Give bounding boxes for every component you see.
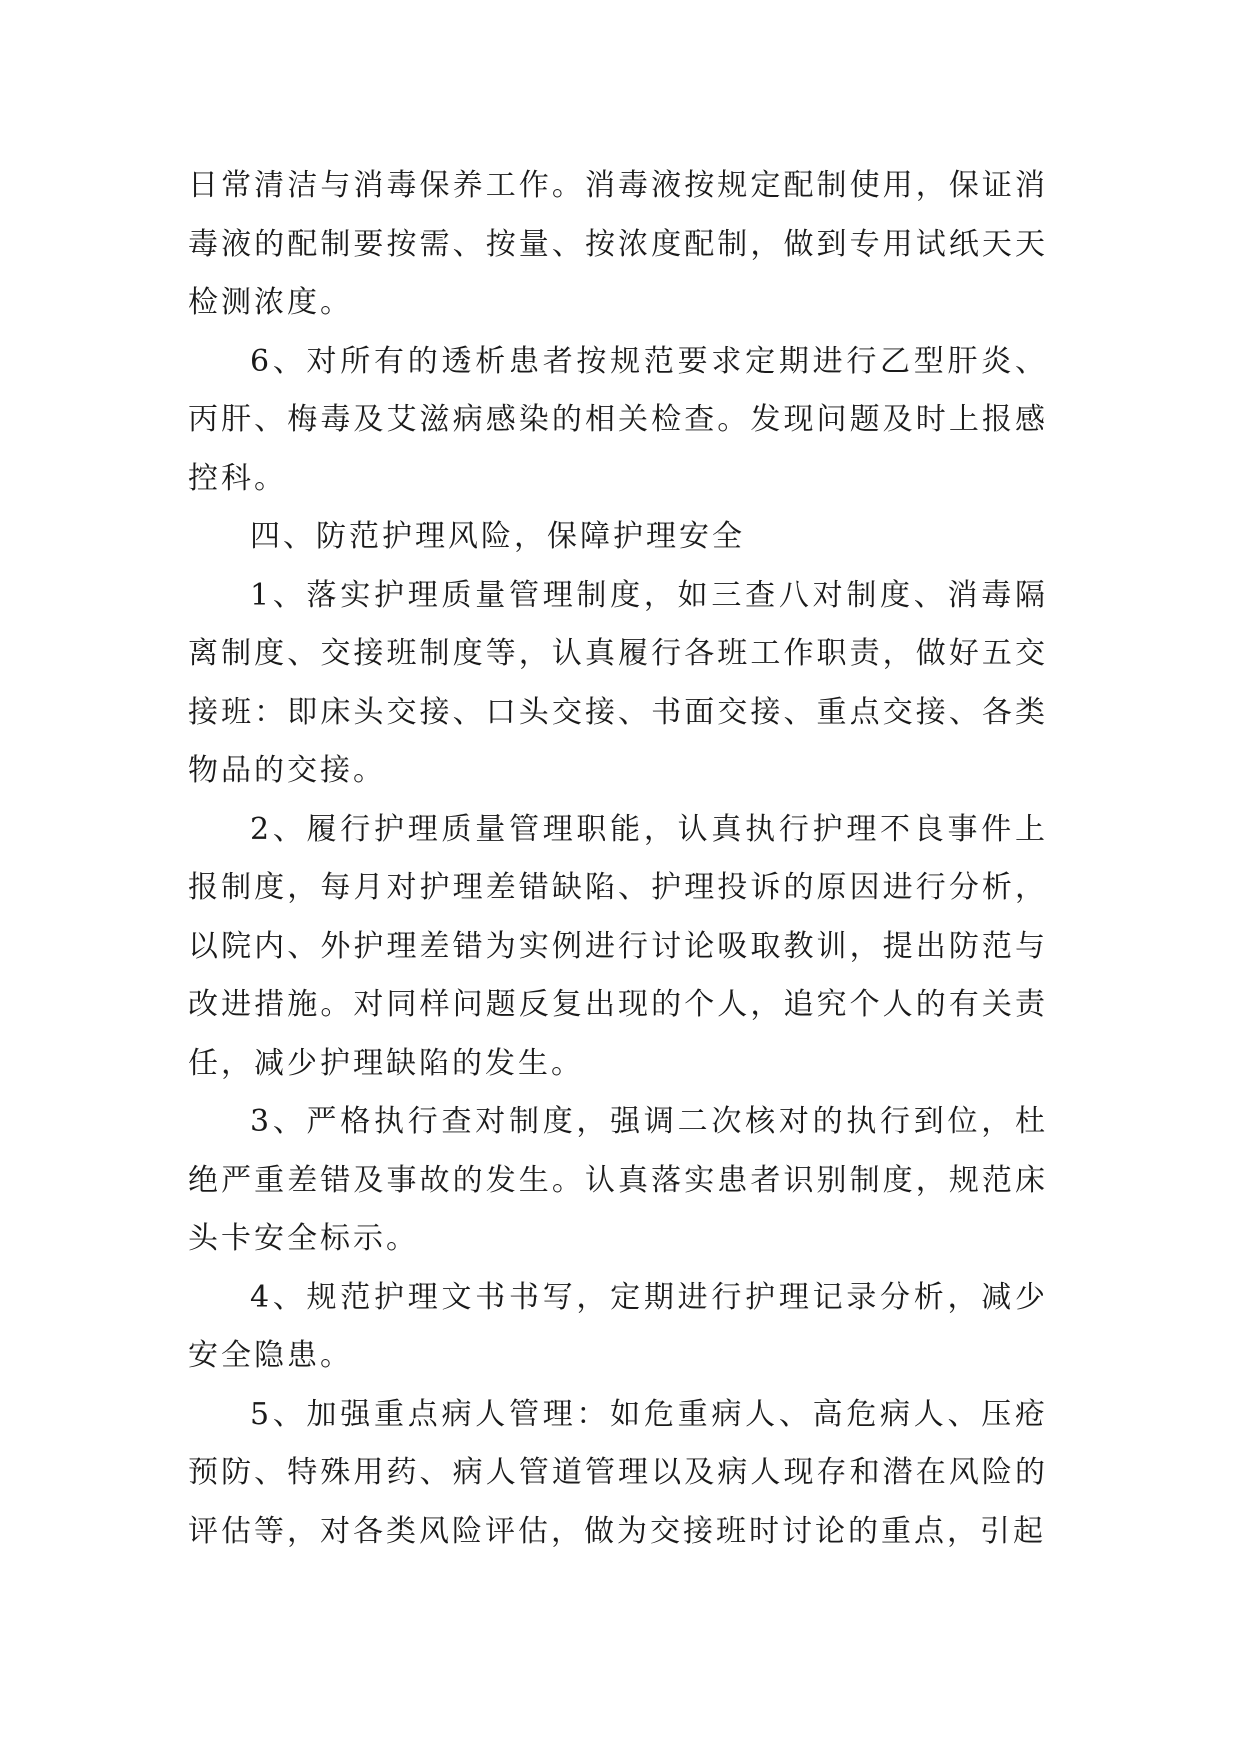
paragraph-item-3: 3、严格执行查对制度，强调二次核对的执行到位，杜绝严重差错及事故的发生。认真落实患者识别制度，规范床头卡安全标示。 <box>188 1104 1048 1256</box>
paragraph-disinfection-continued: 日常清洁与消毒保养工作。消毒液按规定配制使用，保证消毒液的配制要按需、按量、按浓度配制，做到专用试纸天天检测浓度。 <box>188 168 1048 320</box>
paragraph-item-6: 6、对所有的透析患者按规范要求定期进行乙型肝炎、丙肝、梅毒及艾滋病感染的相关检查。发现问题及时上报感控科。 <box>188 343 1048 496</box>
paragraph-item-2: 2、履行护理质量管理职能，认真执行护理不良事件上报制度，每月对护理差错缺陷、护理投诉的原因进行分析，以院内、外护理差错为实例进行讨论吸取教训，提出防范与改进措施。对同样问题反复出现的个人，追究个人的有关责任，减少护理缺陷的发生。 <box>188 811 1048 1081</box>
paragraph-item-5: 5、加强重点病人管理：如危重病人、高危病人、压疮预防、特殊用药、病人管道管理以及病人现存和潜在风险的评估等，对各类风险评估，做为交接班时讨论的重点，引起 <box>188 1396 1048 1549</box>
section-heading-risk: 四、防范护理风险，保障护理安全 <box>250 519 745 554</box>
paragraph-item-4: 4、规范护理文书书写，定期进行护理记录分析，减少安全隐患。 <box>188 1279 1048 1373</box>
paragraph-item-1: 1、落实护理质量管理制度，如三查八对制度、消毒隔离制度、交接班制度等，认真履行各班工作职责，做好五交接班：即床头交接、口头交接、书面交接、重点交接、各类物品的交接。 <box>188 577 1048 788</box>
document-body <box>188 157 1048 1561</box>
